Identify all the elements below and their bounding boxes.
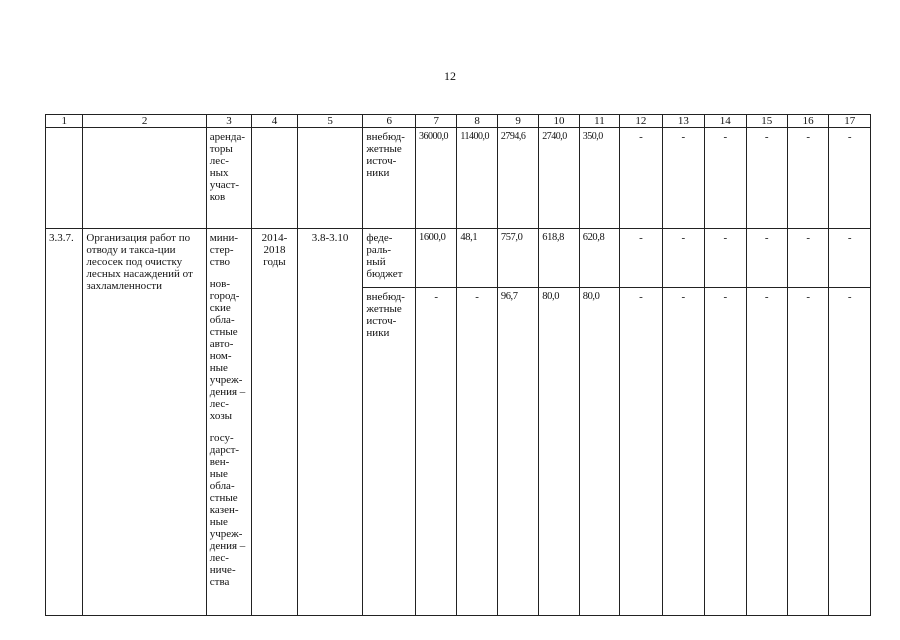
value-cell: - [829,288,871,616]
page-number: 12 [444,69,456,83]
value-cell: 757,0 [497,229,538,288]
value-cell: 48,1 [457,229,497,288]
column-number: 5 [297,115,363,128]
targets-cell [297,128,363,229]
column-number: 1 [46,115,83,128]
value-cell: - [787,128,828,229]
table-row [46,128,871,229]
value-cell: - [746,128,787,229]
executor-ministry: мини- стер- ство [209,232,239,268]
value-cell: 620,8 [579,229,619,288]
funding-source-cell: феде- раль- ный бюджет [363,229,416,288]
value-cell: - [787,288,828,616]
years-cell [252,128,297,229]
column-number: 11 [579,115,619,128]
column-number: 6 [363,115,416,128]
years-cell: 2014- 2018 годы [252,229,297,616]
value-cell: - [829,229,871,288]
column-number: 12 [620,115,662,128]
value-cell: - [705,128,746,229]
value-cell: - [620,128,662,229]
value-cell: - [705,288,746,616]
value-cell: 350,0 [579,128,619,229]
measure-name-cell [83,128,206,229]
measure-number-cell [46,128,83,229]
value-cell: - [662,288,704,616]
value-cell: - [746,288,787,616]
column-number-row [46,115,871,128]
executor-leskhozy: нов- город- ские обла- стные авто- ном- ные учреж- дения – лес- хозы [209,278,246,422]
executor-cell: аренда- торы лес- ных участ- ков [206,128,251,229]
value-cell: - [457,288,497,616]
executor-cell [206,229,251,616]
value-cell: - [415,288,456,616]
column-number: 2 [83,115,206,128]
value-cell: 1600,0 [415,229,456,288]
column-number: 14 [705,115,746,128]
column-number: 15 [746,115,787,128]
program-measures-table [45,114,871,616]
executor-lesnichestva: госу- дарст- вен- ные обла- стные казен- ные учреж- дения – лес- ниче- ства [209,432,246,588]
column-number: 16 [787,115,828,128]
value-cell: - [662,229,704,288]
column-number: 9 [497,115,538,128]
funding-source-cell: внебюд- жетные источ- ники [363,288,416,616]
value-cell: 96,7 [497,288,538,616]
column-number: 10 [539,115,579,128]
value-cell: - [662,128,704,229]
column-number: 3 [206,115,251,128]
value-cell: - [620,229,662,288]
column-number: 13 [662,115,704,128]
value-cell: - [746,229,787,288]
value-cell: 80,0 [539,288,579,616]
measure-name-cell: Организация работ по отводу и такса-ции лесосек под очистку лесных насаждений от захламленности [83,229,206,616]
column-number: 17 [829,115,871,128]
value-cell: 80,0 [579,288,619,616]
value-cell: - [829,128,871,229]
funding-source-cell: внебюд- жетные источ- ники [363,128,416,229]
value-cell: - [705,229,746,288]
measure-number-cell: 3.3.7. [46,229,83,616]
value-cell: 36000,0 [415,128,456,229]
value-cell: 2740,0 [539,128,579,229]
column-number: 4 [252,115,297,128]
column-number: 8 [457,115,497,128]
value-cell: - [620,288,662,616]
targets-cell: 3.8-3.10 [297,229,363,616]
column-number: 7 [415,115,456,128]
value-cell: 11400,0 [457,128,497,229]
value-cell: - [787,229,828,288]
table-row [46,229,871,288]
value-cell: 618,8 [539,229,579,288]
value-cell: 2794,6 [497,128,538,229]
